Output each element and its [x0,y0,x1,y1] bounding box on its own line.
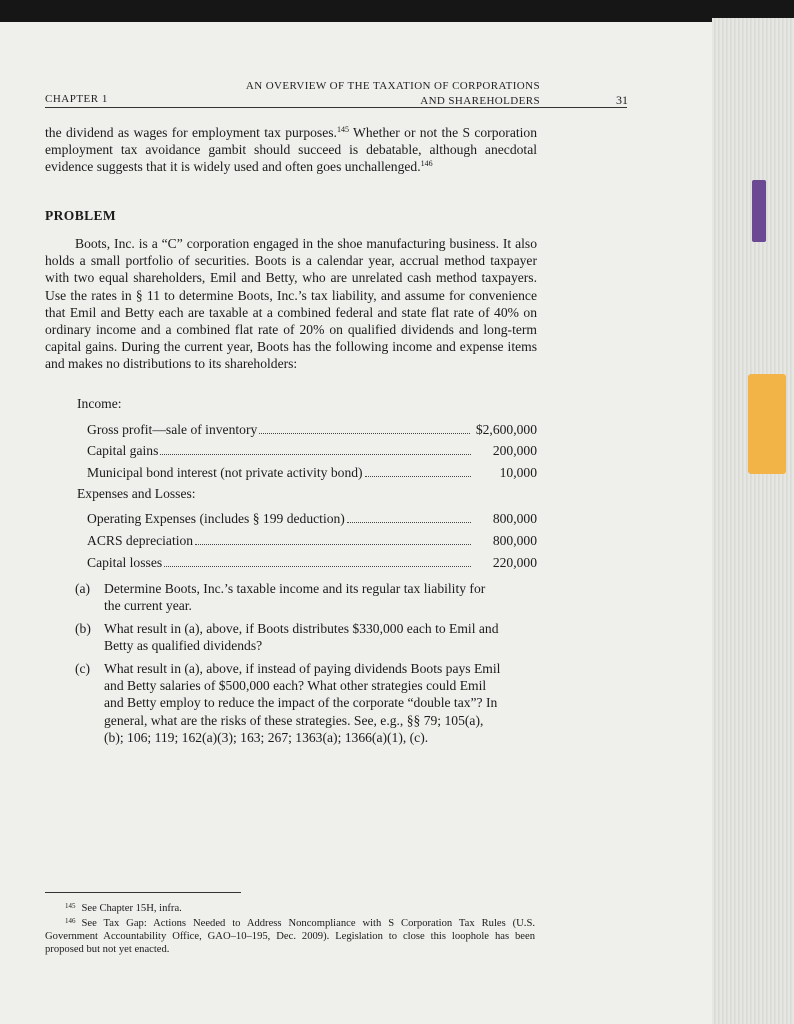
footnote-ref-146[interactable]: 146 [420,159,433,169]
page-number: 31 [616,93,628,107]
header-rule [45,107,627,108]
income-item-label: Gross profit—sale of inventory [87,422,258,437]
income-row [87,463,537,481]
expense-item-amount: 800,000 [492,533,537,548]
running-title [180,79,540,109]
income-item-label: Capital gains [87,443,159,458]
income-item-label: Municipal bond interest (not private activity bond) [87,465,363,480]
footnote-rule [45,892,241,893]
orange-index-tab [748,374,786,474]
expense-item-label: Capital losses [87,555,163,570]
problem-paragraph: Boots, Inc. is a “C” corporation engaged in the shoe manufacturing business. It also holds a small portfolio of securities. Boots is a calendar year, accrual method taxpayer with two equal shareholders, Emil and Betty, who are unrelated cash method taxpayers. Use the rates in § 11 to determine Boots, Inc.’s tax liability, and assume for convenience that Emil and Betty each are taxable at a combined federal and state flat rate of 40% on ordinary income and a combined flat rate of 20% on qualified dividends and long-term capital gains. During the current year, Boots has the following income and expense items and makes no distributions to its shareholders: [45,236,537,372]
question-marker: (a) [75,581,91,596]
footnote-text: See Chapter 15H, infra. [81,903,182,914]
intro-paragraph [45,124,537,176]
page-edges [712,18,794,1024]
chapter-label: CHAPTER 1 [45,93,108,105]
income-row [87,441,537,459]
footnote-146 [45,915,535,956]
footnote-number: 146 [65,917,76,925]
question-text: What result in (a), above, if Boots distributes $330,000 each to Emil and Betty as qualified dividends? [104,621,499,654]
question-b [75,620,537,654]
dot-leader [347,521,471,523]
question-c [75,660,537,746]
expense-item-amount: 800,000 [492,511,537,526]
expense-item-amount: 220,000 [492,555,537,570]
expense-item-label: Operating Expenses (includes § 199 deduction) [87,511,345,526]
expense-row [87,553,537,571]
footnote-text: See Tax Gap: Actions Needed to Address Noncompliance with S Corporation Tax Rules (U.S. Government Accountability Office, GAO–10–195, Dec. 2009). Legislation to close this loophole has been proposed but not yet enacted. [45,918,535,955]
income-row [87,420,537,438]
expense-row [87,531,537,549]
question-text: What result in (a), above, if instead of paying dividends Boots pays Emil and Betty salaries of $500,000 each? What other strategies could Emil and Betty employ to reduce the impact of the corporate “double tax”? In general, what are the risks of these strategies. See, e.g., §§ 79; 105(a), (b); 106; 119; 162(a)(3); 163; 267; 1363(a); 1366(a)(1), (c). [104,661,501,745]
expense-item-label: ACRS depreciation [87,533,194,548]
intro-text-2: Whether or not the S corporation employment tax avoidance gambit should succeed is debatable, although anecdotal evidence suggests that it is widely used and often goes unchallenged. [45,125,537,175]
income-item-amount: 200,000 [492,443,537,458]
purple-index-tab [752,180,766,242]
expenses-label: Expenses and Losses: [77,486,196,501]
problem-heading: PROBLEM [45,208,117,223]
intro-text: the dividend as wages for employment tax purposes. [45,125,337,140]
income-item-amount: 10,000 [499,465,537,480]
running-title-line2: AND SHAREHOLDERS [420,95,540,107]
question-text: Determine Boots, Inc.’s taxable income and its regular tax liability for the current year. [104,581,486,614]
dot-leader [195,543,471,545]
dot-leader [259,432,470,434]
dot-leader [160,453,471,455]
dot-leader [365,475,471,477]
dot-leader [164,565,471,567]
income-label: Income: [77,396,122,411]
question-marker: (b) [75,621,91,636]
income-item-amount: $2,600,000 [475,422,537,437]
footnote-number: 145 [65,902,76,910]
footnote-145 [45,900,535,915]
question-marker: (c) [75,661,91,676]
question-a [75,580,537,614]
footnote-ref-145[interactable]: 145 [336,125,349,134]
expense-row [87,509,537,527]
running-title-line1: AN OVERVIEW OF THE TAXATION OF CORPORATIONS [245,80,540,92]
